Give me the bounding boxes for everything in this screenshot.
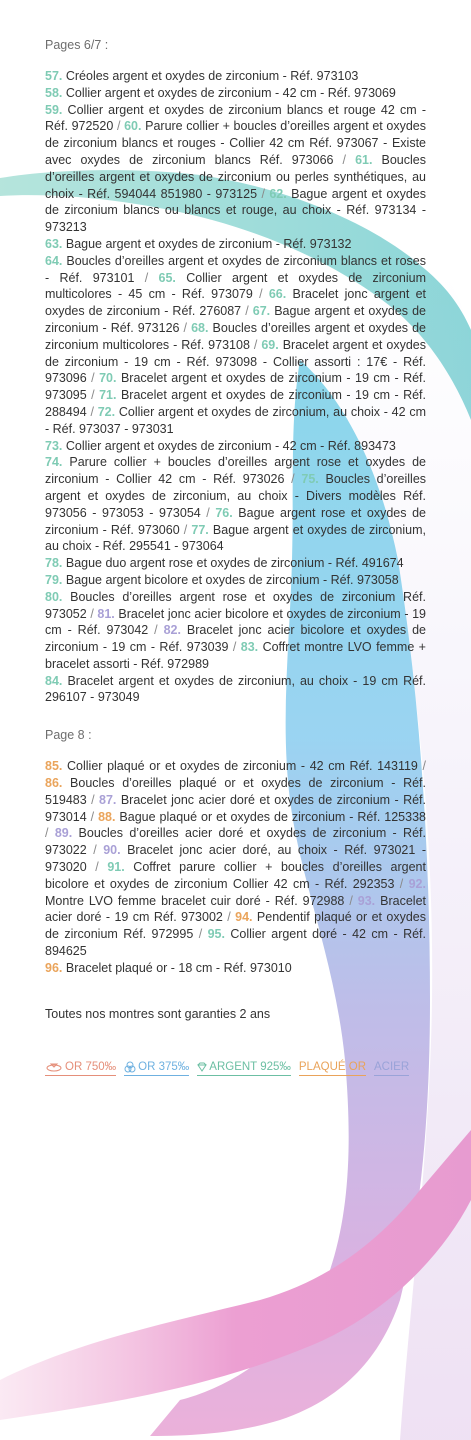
item-number: 87.: [99, 792, 117, 807]
item-separator: /: [86, 792, 100, 807]
item-number: 90.: [103, 843, 121, 858]
item-text: Boucles d’oreilles acier doré et oxydes de zirconium - Réf. 973022: [45, 826, 426, 858]
item-number: 76.: [215, 505, 233, 520]
item-number: 81.: [97, 606, 115, 621]
items-page-8: [45, 758, 426, 976]
item-number: 59.: [45, 102, 63, 117]
item-text: Créoles argent et oxydes de zirconium - Réf. 973103: [62, 69, 359, 83]
item-text: Bague argent et oxydes de zirconium blancs ou blancs et rouge, au choix - Réf. 973134 - 973213: [45, 186, 426, 235]
item-text: Bracelet plaqué or - 18 cm - Réf. 973010: [62, 960, 292, 975]
item-number: 95.: [207, 927, 225, 942]
item-separator: /: [134, 270, 159, 285]
item-text: Bague argent et oxydes de zirconium - Réf. 973132: [62, 236, 352, 251]
item-number: 93.: [357, 893, 376, 908]
item-text: Parure collier + boucles d’oreilles argent et oxydes de zirconium blancs et rouges - Collier 42 cm Réf. 973067 - Existe avec oxydes de zirconium blancs Réf. 973066: [45, 119, 427, 167]
item-text: Boucles d’oreilles argent et oxydes de zirconium multicolores - Réf. 973108: [45, 320, 427, 352]
item-separator: /: [222, 910, 236, 925]
legend-label: ARGENT 925‰: [209, 1060, 291, 1073]
item-separator: /: [113, 119, 125, 134]
item-separator: /: [45, 826, 55, 841]
item-number: 89.: [54, 826, 73, 841]
item-separator: /: [249, 337, 262, 352]
item-separator: /: [344, 893, 358, 908]
item-text: Coffret montre LVO femme + bracelet assorti - Réf. 972989: [45, 640, 426, 671]
legend-label: ACIER: [374, 1060, 410, 1073]
item-separator: /: [86, 404, 98, 419]
item-number: 57.: [45, 69, 63, 83]
item-number: 80.: [45, 589, 63, 604]
section-title-page-8: Page 8 :: [45, 728, 92, 743]
gem-cluster-icon: [124, 1061, 136, 1073]
item-separator: /: [228, 640, 241, 655]
item-number: 73.: [45, 438, 63, 453]
item-number: 91.: [107, 860, 125, 875]
item-text: Collier argent doré - 42 cm - Réf. 894625: [45, 927, 426, 959]
item-text: Bracelet jonc acier doré et oxydes de zirconium - Réf. 973014: [45, 792, 426, 824]
item-separator: /: [148, 623, 164, 638]
item-text: Collier argent et oxydes de zirconium - 42 cm - Réf. 893473: [62, 438, 396, 453]
item-number: 67.: [252, 304, 271, 319]
item-text: Bracelet argent et oxydes de zirconium - 19 cm - Réf. 973095: [45, 371, 426, 403]
item-number: 96.: [45, 960, 63, 975]
item-separator: /: [193, 927, 208, 942]
item-number: 66.: [268, 287, 287, 302]
item-number: 70.: [99, 371, 117, 386]
item-text: Pendentif plaqué or et oxydes de zirconium Réf. 972995: [45, 910, 426, 942]
item-text: Boucles d’oreilles argent et oxydes de zirconium, au choix - Divers modèles Réf. 973056 - 973053 - 973054: [45, 472, 427, 520]
item-text: Collier argent et oxydes de zirconium - 42 cm - Réf. 973069: [62, 85, 396, 100]
item-number: 69.: [261, 337, 279, 352]
item-number: 62.: [269, 186, 287, 201]
item-text: Collier argent et oxydes de zirconium blancs et rouge 42 cm - Réf. 972520: [45, 102, 426, 134]
item-number: 75.: [301, 472, 319, 487]
item-separator: /: [284, 472, 302, 487]
item-text: Collier argent et oxydes de zirconium, au choix - 42 cm - Réf. 973037 - 973031: [45, 404, 427, 436]
item-text: Bracelet argent et oxydes de zirconium - 19 cm - Réf. 973098 - Collier assorti : 17€ - Réf. 973096: [45, 337, 426, 386]
item-text: Bague argent et oxydes de zirconium - Réf. 973126: [45, 304, 426, 335]
item-separator: /: [252, 287, 269, 302]
item-separator: /: [86, 860, 108, 875]
item-number: 72.: [97, 404, 116, 419]
item-text: Bracelet argent et oxydes de zirconium - 19 cm - Réf. 288494: [45, 388, 426, 419]
item-number: 82.: [163, 623, 181, 638]
item-number: 63.: [45, 236, 63, 251]
legend-plaque-or: [299, 1061, 366, 1076]
legend-or-375: [124, 1061, 189, 1076]
item-separator: /: [86, 371, 100, 386]
item-number: 58.: [45, 85, 63, 100]
item-number: 78.: [45, 556, 63, 571]
item-number: 85.: [45, 759, 63, 774]
item-separator: /: [179, 320, 192, 335]
item-text: Coffret parure collier + boucles d’oreilles argent bicolore et oxydes de zirconium Collier 42 cm - Réf. 292353: [45, 860, 426, 891]
text-content: [45, 38, 426, 1076]
item-text: Bracelet jonc acier bicolore et oxydes de zirconium - 19 cm - Réf. 973039: [45, 623, 426, 655]
item-separator: /: [86, 388, 100, 403]
item-text: Boucles d’oreilles argent rose et oxydes de zirconium Réf. 973052: [45, 589, 426, 621]
legend-label: OR 750‰: [65, 1060, 117, 1073]
item-number: 71.: [99, 388, 117, 403]
item-number: 60.: [124, 119, 142, 134]
item-number: 77.: [191, 522, 209, 537]
section-title-pages-6-7: Pages 6/7 :: [45, 38, 109, 52]
item-separator: /: [179, 522, 192, 537]
item-text: Bague plaqué or et oxydes de zirconium - Réf. 125338: [115, 809, 426, 824]
item-text: Bague duo argent rose et oxydes de zirconium - Réf. 491674: [62, 556, 404, 571]
silver-gem-icon: [197, 1062, 207, 1072]
item-number: 92.: [408, 876, 426, 891]
item-separator: /: [333, 152, 356, 167]
item-number: 94.: [235, 910, 253, 925]
item-separator: /: [417, 759, 426, 774]
item-text: Bracelet acier doré - 19 cm Réf. 973002: [45, 893, 426, 925]
legend-label: OR 375‰: [138, 1060, 190, 1073]
item-separator: /: [241, 304, 253, 319]
item-text: Bracelet jonc acier doré, au choix - Réf. 973021 - 973020: [45, 843, 427, 875]
guarantee-note: Toutes nos montres sont garanties 2 ans: [45, 1006, 271, 1021]
item-text: Collier plaqué or et oxydes de zirconium - 42 cm Réf. 143119: [62, 759, 418, 774]
diamond-ring-icon: [45, 1062, 63, 1072]
items-pages-6-7: [45, 68, 426, 706]
item-number: 88.: [98, 809, 116, 824]
item-number: 68.: [191, 320, 209, 335]
item-text: Boucles d’oreilles argent et oxydes de zirconium ou perles synthétiques, au choix - Réf. 594044 851980 - 973125: [45, 152, 426, 201]
item-separator: /: [86, 843, 104, 858]
item-number: 86.: [45, 776, 63, 791]
legend-acier: [374, 1061, 409, 1076]
item-number: 64.: [45, 253, 63, 268]
metal-legend: [45, 1061, 426, 1076]
item-separator: /: [394, 876, 409, 891]
legend-argent-925: [197, 1061, 291, 1076]
item-text: Montre LVO femme bracelet cuir doré - Réf. 972988: [45, 893, 345, 908]
item-number: 83.: [240, 640, 259, 655]
item-number: 61.: [355, 152, 373, 167]
legend-or-750: [45, 1061, 116, 1076]
item-separator: /: [86, 606, 98, 621]
item-number: 65.: [158, 270, 176, 285]
item-number: 74.: [45, 455, 63, 470]
item-number: 79.: [45, 572, 63, 587]
item-text: Boucles d’oreilles plaqué or et oxydes de zirconium - Réf. 519483: [45, 776, 426, 807]
legend-label: PLAQUÉ OR: [298, 1060, 366, 1073]
item-text: Bague argent rose et oxydes de zirconium - Réf. 973060: [45, 505, 426, 537]
item-text: Collier argent et oxydes de zirconium multicolores - 45 cm - Réf. 973079: [45, 270, 427, 302]
item-text: Bracelet jonc argent et oxydes de zirconium - Réf. 276087: [45, 287, 426, 319]
item-number: 84.: [45, 673, 63, 688]
item-separator: /: [257, 186, 270, 201]
item-separator: /: [86, 809, 99, 824]
item-text: Bague argent et oxydes de zirconium, au choix - Réf. 295541 - 973064: [45, 522, 427, 554]
item-text: Boucles d’oreilles argent et oxydes de zirconium blancs et roses - Réf. 973101: [45, 253, 426, 285]
item-text: Bracelet jonc acier bicolore et oxydes de zirconium - 19 cm - Réf. 973042: [45, 606, 426, 638]
item-separator: /: [200, 505, 216, 520]
item-text: Parure collier + boucles d’oreilles argent rose et oxydes de zirconium - Collier 42 cm - Réf. 973026: [45, 455, 426, 487]
item-text: Bague argent bicolore et oxydes de zirconium - Réf. 973058: [62, 572, 399, 587]
item-text: Bracelet argent et oxydes de zirconium, au choix - 19 cm Réf. 296107 - 973049: [45, 673, 426, 705]
